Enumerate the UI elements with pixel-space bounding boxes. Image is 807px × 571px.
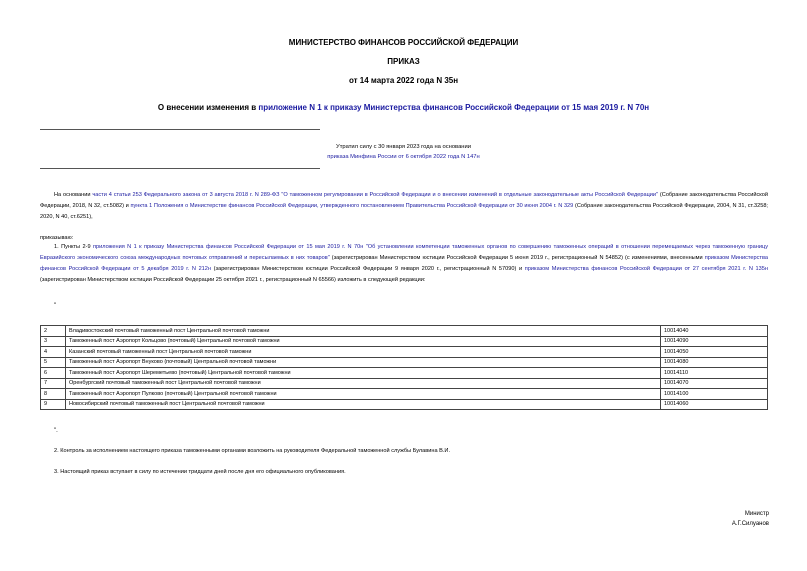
document-title bbox=[0, 103, 807, 112]
point-2-paragraph: 2. Контроль за исполнением настоящего приказа таможенными органами возложить на руководителя Федеральной таможенной службы Булавина В.И. bbox=[54, 448, 451, 454]
point1-text-4: (зарегистрирован Министерством юстиции Российской Федерации 25 октября 2021 г., регистрационный N 65566) изложить в следующей редакции: bbox=[40, 277, 426, 283]
post-name-cell: Новосибирский почтовый таможенный пост Центральной почтовой таможни bbox=[66, 399, 661, 410]
row-number-cell: 4 bbox=[41, 347, 66, 358]
row-number-cell: 8 bbox=[41, 389, 66, 400]
post-code-cell: 10014100 bbox=[661, 389, 768, 400]
divider-bottom bbox=[40, 168, 320, 169]
row-number-cell: 2 bbox=[41, 326, 66, 337]
quote-close: ". bbox=[54, 428, 58, 434]
document-date-number: от 14 марта 2022 года N 35н bbox=[348, 76, 459, 85]
point1-link-appendix[interactable]: приложения N 1 к приказу Министерства финансов Российской Федерации от 15 мая 2019 г. N 70н "Об установлении компетенции таможенных органов по совершению таможенных операций в отношении перемещаемых через таможенную границу Евразийского экономического союза международных почтовых отправлений и пересылаемых в них товаров" bbox=[40, 244, 768, 261]
quote-open: " bbox=[54, 303, 57, 309]
signature-name: А.Г.Силуанов bbox=[731, 521, 769, 527]
post-code-cell: 10014040 bbox=[661, 326, 768, 337]
row-number-cell: 9 bbox=[41, 399, 66, 410]
order-word: приказываю: bbox=[40, 235, 74, 241]
point-1-paragraph bbox=[40, 242, 768, 286]
repeal-note-link[interactable]: приказа Минфина России от 6 октября 2022 года N 147н bbox=[327, 154, 480, 160]
table-row bbox=[41, 347, 768, 358]
repeal-note-line1: Утратил силу с 30 января 2023 года на основании bbox=[336, 144, 471, 150]
table-row bbox=[41, 368, 768, 379]
row-number-cell: 5 bbox=[41, 357, 66, 368]
post-code-cell: 10014110 bbox=[661, 368, 768, 379]
post-name-cell: Оренбургский почтовый таможенный пост Центральной почтовой таможни bbox=[66, 378, 661, 389]
document-type: ПРИКАЗ bbox=[387, 57, 420, 66]
basis-text-3: (Собрание законодательства Российской Федерации, 2004, N 31, ст.3258; 2020, N 40, ст.6251), bbox=[40, 203, 768, 220]
post-code-cell: 10014080 bbox=[661, 357, 768, 368]
point-3-paragraph: 3. Настоящий приказ вступает в силу по истечении тридцати дней после дня его официального опубликования. bbox=[54, 469, 346, 475]
point1-link-order-212n[interactable]: приказом Министерства финансов Российской Федерации от 5 декабря 2019 г. N 212н bbox=[40, 255, 768, 272]
table-row bbox=[41, 357, 768, 368]
post-code-cell: 10014070 bbox=[661, 378, 768, 389]
signature-position: Министр bbox=[744, 511, 769, 517]
divider-top bbox=[40, 129, 320, 130]
post-name-cell: Таможенный пост Аэропорт Шереметьево (почтовый) Центральной почтовой таможни bbox=[66, 368, 661, 379]
title-prefix: О внесении изменения в bbox=[157, 103, 259, 112]
customs-posts-table bbox=[40, 325, 768, 410]
ministry-heading: МИНИСТЕРСТВО ФИНАНСОВ РОССИЙСКОЙ ФЕДЕРАЦИИ bbox=[288, 38, 519, 47]
post-name-cell: Таможенный пост Аэропорт Внуково (почтовый) Центральной почтовой таможни bbox=[66, 357, 661, 368]
basis-text-1: На основании bbox=[54, 192, 93, 198]
post-code-cell: 10014060 bbox=[661, 399, 768, 410]
basis-text-2: (Собрание законодательства Российской Федерации, 2018, N 32, ст.5082) и bbox=[40, 192, 769, 209]
point1-link-order-135n[interactable]: приказом Министерства финансов Российской Федерации от 27 сентября 2021 г. N 135н bbox=[524, 266, 768, 272]
row-number-cell: 7 bbox=[41, 378, 66, 389]
table-row bbox=[41, 326, 768, 337]
point1-text-2: (зарегистрирован Министерством юстиции Российской Федерации 5 июня 2019 г., регистрационный N 54852) (с изменениями, внесенными bbox=[329, 255, 705, 261]
point1-text-3: (зарегистрирован Министерством юстиции Российской Федерации 9 января 2020 г., регистрационный N 57090) и bbox=[211, 266, 525, 272]
title-link[interactable]: приложение N 1 к приказу Министерства финансов Российской Федерации от 15 мая 2019 г. N 70н bbox=[258, 103, 650, 112]
post-name-cell: Таможенный пост Аэропорт Кольцово (почтовый) Центральной почтовой таможни bbox=[66, 336, 661, 347]
table-row bbox=[41, 336, 768, 347]
basis-paragraph bbox=[40, 190, 768, 223]
table-row bbox=[41, 399, 768, 410]
table-row bbox=[41, 378, 768, 389]
post-name-cell: Владивостокский почтовый таможенный пост Центральной почтовой таможни bbox=[66, 326, 661, 337]
row-number-cell: 6 bbox=[41, 368, 66, 379]
post-name-cell: Таможенный пост Аэропорт Пулково (почтовый) Центральной почтовой таможни bbox=[66, 389, 661, 400]
table-row bbox=[41, 389, 768, 400]
basis-link-law[interactable]: части 4 статьи 253 Федерального закона от 3 августа 2018 г. N 289-ФЗ "О таможенном регулировании в Российской Федерации и о внесении изменений в отдельные законодательные акты Российской Федерации" bbox=[92, 192, 659, 198]
row-number-cell: 3 bbox=[41, 336, 66, 347]
post-code-cell: 10014090 bbox=[661, 336, 768, 347]
basis-link-regulation[interactable]: пункта 1 Положения о Министерстве финансов Российской Федерации, утвержденного постановлением Правительства Российской Федерации от 30 июня 2004 г. N 329 bbox=[130, 203, 574, 209]
point1-text-1: 1. Пункты 2-9 bbox=[54, 244, 93, 250]
post-name-cell: Казанский почтовый таможенный пост Центральной почтовой таможни bbox=[66, 347, 661, 358]
post-code-cell: 10014050 bbox=[661, 347, 768, 358]
